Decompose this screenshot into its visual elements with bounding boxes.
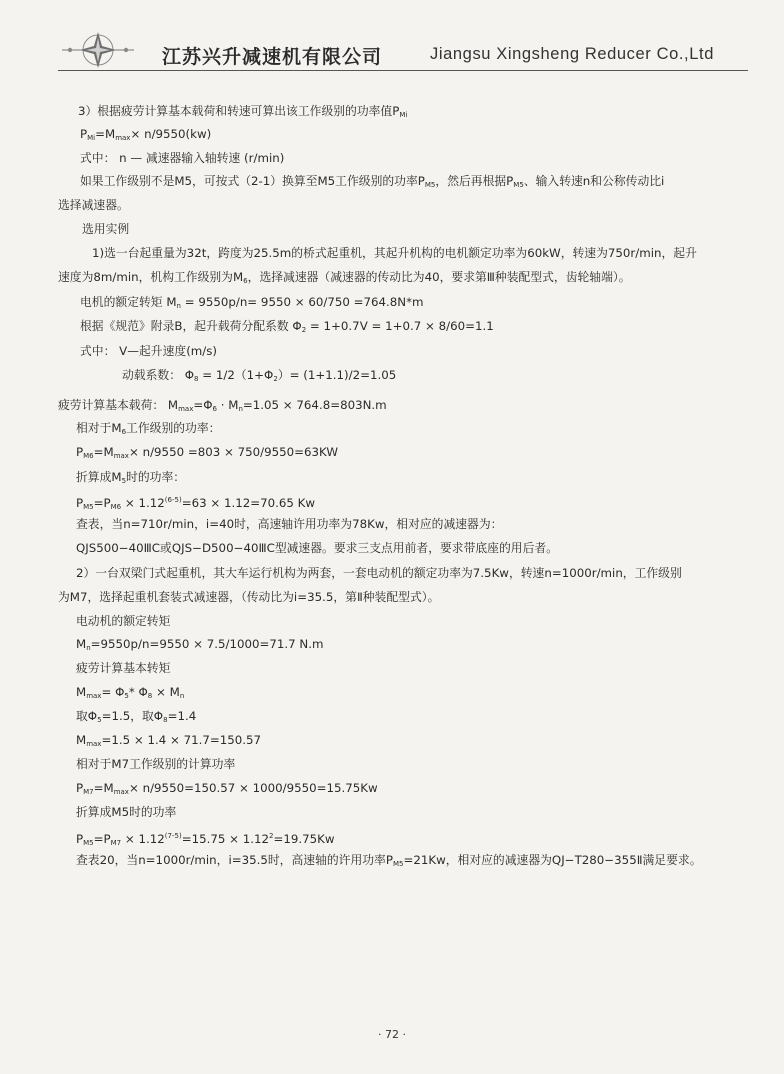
text-line: 相对于M7工作级别的计算功率 — [76, 757, 236, 771]
text-line: 3）根据疲劳计算基本载荷和转速可算出该工作级别的功率值$P_{Mi}$ — [78, 104, 408, 119]
formula-line: $P_{M5}=P_{M7} \times 1.12^{(7-5)}=15.75 \times 1.12^2=19.75Kw$ — [76, 832, 335, 847]
formula-line: $P_{M6}=M_{max}\times n/9550 =803 \times 750/9550=63KW$ — [76, 445, 339, 460]
page-header — [58, 28, 748, 74]
text-line: 式中： n — 减速器输入轴转速 (r/min) — [80, 151, 285, 165]
text-line: 折算成$M_5$时的功率： — [76, 470, 186, 485]
formula-line: $P_{M5}=P_{M6} \times 1.12^{(6-5)}=63 \times 1.12=70.65$ Kw — [76, 496, 316, 511]
text-line: 查表，当n=710r/min，i=40时，高速轴许用功率为78Kw，相对应的减速器为： — [76, 517, 503, 531]
text-line: 式中： V—起升速度(m/s) — [80, 344, 218, 358]
company-name-english: Jiangsu Xingsheng Reducer Co.,Ltd — [430, 45, 714, 63]
page-number: · 72 · — [378, 1028, 406, 1041]
text-line: 相对于$M_6$工作级别的功率： — [76, 421, 221, 436]
company-logo-icon — [58, 28, 138, 72]
formula-line: 动载系数： $\Phi_8 = 1/2(1+\Phi_2)= (1+1.1)/2=1.05$ — [122, 368, 397, 383]
text-line: 为M7，选择起重机套装式减速器，（传动比为i=35.5，第Ⅱ种装配型式）。 — [58, 590, 440, 604]
formula-line: $P_{Mi}=M_{max}\times n/9550(kw)$ — [80, 127, 212, 142]
formula-line: 取$\Phi_5=1.5$，取$\Phi_8=1.4$ — [76, 709, 197, 724]
text-line: 电动机的额定转矩 — [76, 614, 171, 628]
company-name-chinese: 江苏兴升减速机有限公司 — [162, 46, 383, 68]
text-line: 折算成M5时的功率 — [76, 805, 177, 819]
text-line: QJS500−40ⅢC或QJS−D500−40ⅢC型减速器。要求三支点用前者，要求带底座的用后者。 — [76, 541, 558, 555]
text-line: 疲劳计算基本转矩 — [76, 661, 171, 675]
formula-line: $M_{max}=1.5 \times 1.4 \times 71.7=150.57$ — [76, 733, 262, 748]
formula-line: $P_{M7}=M_{max}\times n/9550=150.57 \times 1000/9550=15.75Kw$ — [76, 781, 378, 796]
text-line: 如果工作级别不是M5，可按式（2-1）换算至M5工作级别的功率$P_{M5}$，然后再根据$P_{M5}$、输入转速n和公称传动比i — [80, 174, 665, 189]
text-line: 1)选一台起重量为32t，跨度为25.5m的桥式起重机，其起升机构的电机额定功率为60kW，转速为750r/min，起升 — [92, 246, 697, 260]
text-line: 2）一台双梁门式起重机，其大车运行机构为两套，一套电动机的额定功率为7.5Kw，转速n=1000r/min，工作级别 — [76, 566, 682, 580]
section-heading: 选用实例 — [82, 222, 130, 236]
formula-line: 疲劳计算基本载荷： $M_{max}=\Phi_6 \cdot M_n=1.05 \times 764.8=803N.m$ — [58, 398, 387, 413]
formula-line: $M_{max}= \Phi_5*$ $\Phi_8 \times M_n$ — [76, 685, 185, 700]
text-line: 选择减速器。 — [58, 198, 129, 212]
formula-line: $M_n=9550p/n=9550 \times 7.5/1000=71.7$ N.m — [76, 637, 324, 652]
text-line: 查表20，当n=1000r/min，i=35.5时，高速轴的许用功率$P_{M5}=21Kw$，相对应的减速器为QJ−T280−355Ⅱ满足要求。 — [76, 853, 702, 868]
text-line: 速度为8m/min，机构工作级别为$M_6$，选择减速器（减速器的传动比为40，要求第Ⅲ种装配型式，齿轮轴端）。 — [58, 270, 631, 285]
formula-line: 根据《规范》附录B，起升载荷分配系数 $\Phi_2 = 1+0.7V = 1+0.7 \times 8/60=1.1$ — [80, 319, 494, 334]
formula-line: 电机的额定转矩 $M_n = 9550p/n= 9550 \times 60/750 =764.8N*m$ — [80, 295, 424, 310]
header-divider — [58, 70, 748, 71]
